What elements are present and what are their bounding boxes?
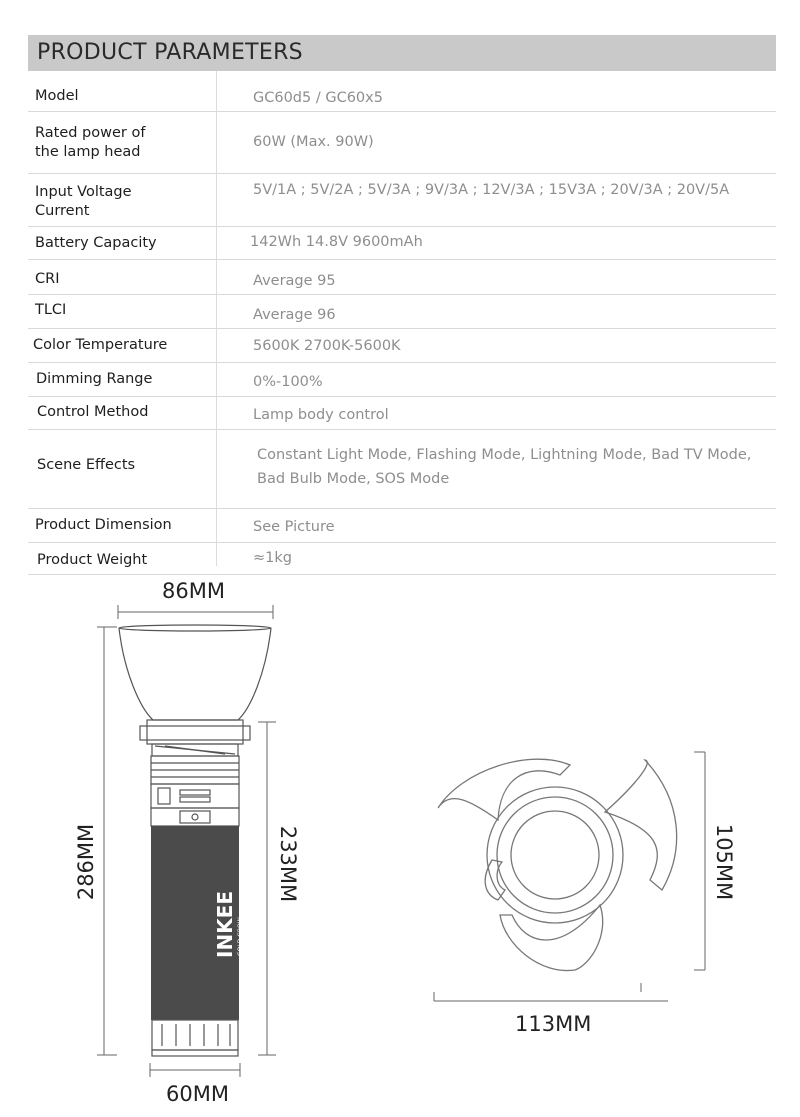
- row-value-battery: 142Wh 14.8V 9600mAh: [250, 234, 423, 250]
- dim-total-height: 286MM: [74, 823, 98, 901]
- dim-head-width: 86MM: [162, 579, 225, 603]
- row-label-input-voltage: Input Voltage Current: [35, 184, 132, 219]
- row-value-rated-power: 60W (Max. 90W): [253, 134, 374, 150]
- row-value-scene: Constant Light Mode, Flashing Mode, Lightning Mode, Bad TV Mode, Bad Bulb Mode, SOS Mode: [257, 447, 752, 487]
- lamp-side-view: [119, 625, 271, 826]
- row-label-battery: Battery Capacity: [35, 235, 157, 251]
- dim-top-width: 113MM: [515, 1012, 592, 1036]
- dim-body-height: 233MM: [276, 825, 300, 903]
- row-label-control: Control Method: [37, 404, 149, 420]
- row-label-rated-power: Rated power of the lamp head: [35, 125, 146, 160]
- logo-text: INKEE: [213, 890, 237, 958]
- dim-top-height: 105MM: [712, 823, 736, 901]
- row-label-scene: Scene Effects: [37, 457, 136, 473]
- row-value-input-voltage: 5V/1A ; 5V/2A ; 5V/3A ; 9V/3A ; 12V/3A ; 15V3A ; 20V/3A ; 20V/5A: [253, 182, 730, 198]
- row-label-dimension: Product Dimension: [35, 517, 172, 533]
- row-value-cri: Average 95: [253, 273, 336, 289]
- section-title: PRODUCT PARAMETERS: [37, 40, 303, 65]
- row-label-tlci: TLCI: [35, 302, 67, 318]
- lamp-base: [152, 1020, 238, 1056]
- row-value-color-temp: 5600K 2700K-5600K: [253, 338, 401, 354]
- dim-base-width: 60MM: [166, 1082, 229, 1106]
- lamp-logo: [213, 891, 244, 958]
- row-label-dimming: Dimming Range: [36, 371, 153, 387]
- row-value-model: GC60d5 / GC60x5: [253, 90, 383, 106]
- row-value-dimension: See Picture: [253, 519, 335, 535]
- row-label-weight: Product Weight: [37, 552, 148, 568]
- row-label-model: Model: [35, 88, 79, 104]
- lamp-top-view: [438, 759, 677, 970]
- row-value-dimming: 0%-100%: [253, 374, 323, 390]
- row-value-tlci: Average 96: [253, 307, 336, 323]
- row-label-cri: CRI: [35, 271, 60, 287]
- row-value-control: Lamp body control: [253, 407, 389, 423]
- row-label-color-temp: Color Temperature: [33, 337, 168, 353]
- row-value-weight: ≈1kg: [253, 550, 292, 566]
- logo-subtext: GOLD GROW: [237, 917, 244, 956]
